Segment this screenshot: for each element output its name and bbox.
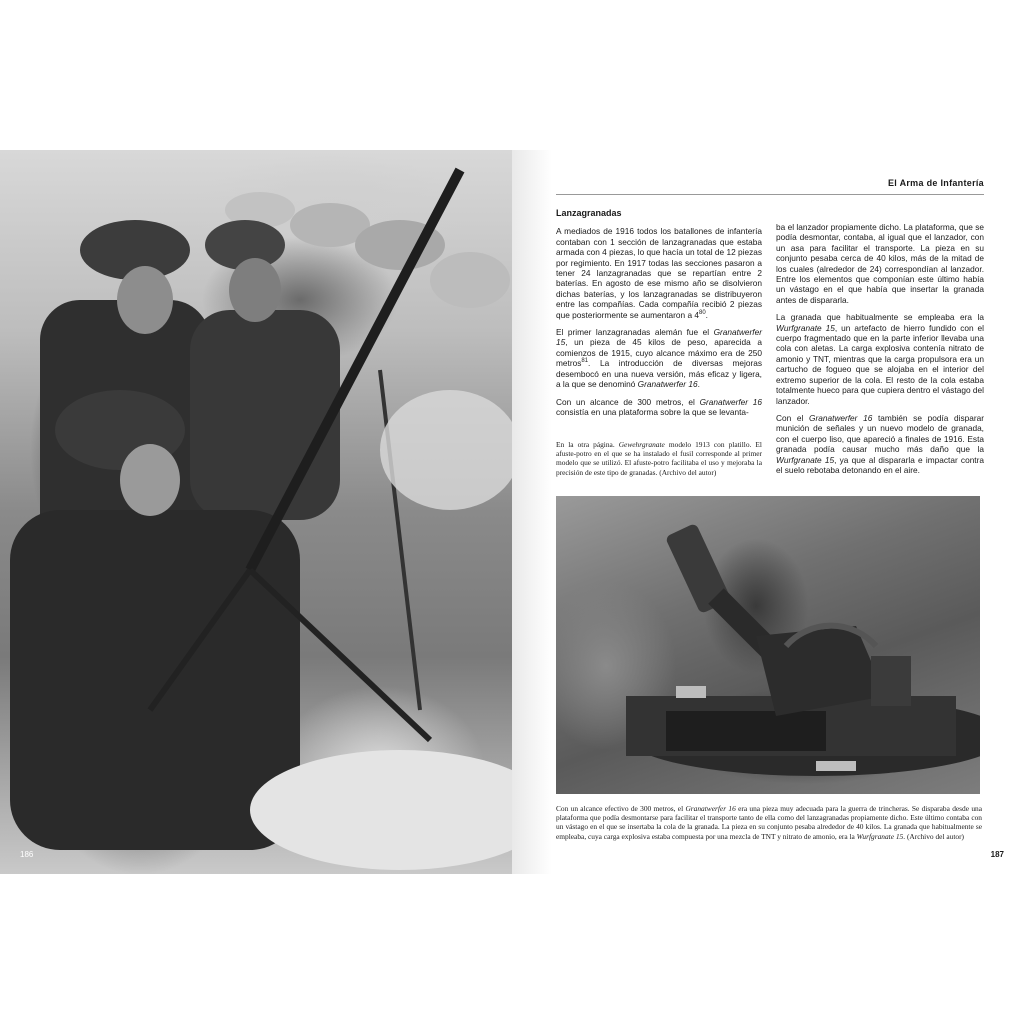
text-column-2 bbox=[776, 222, 984, 482]
caption-granatwerfer: Con un alcance efectivo de 300 metros, el Granatwerfer 16 era una pieza muy adecuada para la guerra de trincheras. Se disparaba desde una plataforma que podía desmontarse para facilitar el transporte tanto de ella como del lanzagranadas propiamente dicho. Este último contaba con un vástago en el que se insertaba la cola de la granada. La pieza en su conjunto pesaba alrededor de 40 kilos. La granada que habitualmente se empleaba, cuya carga explosiva estaba compuesta por una mezcla de TNT y nitrato de amonio, era la Wurfgranate 15. (Archivo del autor) bbox=[556, 804, 982, 841]
book-spread bbox=[0, 150, 1024, 874]
paragraph: El primer lanzagranadas alemán fue el Granatwerfer 15, un pieza de 45 kilos de peso, aparecida a comienzos de 1915, cuyo alcance máximo era de 250 metros$^{81}$. La introducción de diversas mejoras desembocó en una nueva versión, más eficaz y ligera, a la que se denominó Granatwerfer 16. bbox=[556, 327, 762, 390]
paragraph: Con un alcance de 300 metros, el Granatwerfer 16 consistía en una plataforma sobre la que se levanta- bbox=[556, 396, 763, 417]
right-page bbox=[512, 150, 1024, 874]
photo-granatwerfer-illustration bbox=[556, 496, 980, 794]
paragraph: La granada que habitualmente se empleaba era la Wurfgranate 15, un artefacto de hierro fundido con el cuerpo fragmentado que en la parte inferior llevaba una cola con aletas. La carga explosiva contenía nitrato de amonio y TNT, mientras que la carga propulsora era un cartucho de fogueo que se alojaba en el interior del extremo superior de la cola. El resto de la cola estaba totalmente hueco para que cupiera dentro el vástago del lanzador. bbox=[776, 312, 984, 406]
page-number-right: 187 bbox=[990, 850, 1004, 859]
paragraph: A mediados de 1916 todos los batallones de infantería contaban con 1 sección de lanzagranadas que estaba armada con 4 piezas, lo que hacía un total de 12 piezas por regimiento. En 1917 todas las secciones pasaron a tener 24 lanzagranadas que se repartían entre 2 baterías. En agosto de ese mismo año se disolvieron dichas baterías, y los lanzagranadas se distribuyeron entre las compañías. Cada compañía recibió 2 piezas que posteriormente se aumentaron a $4^{80}$. bbox=[556, 226, 762, 320]
caption-facing-page: En la otra página. Gewehrgranate modelo 1913 con platillo. El afuste-potro en el que se ha instalado el fusil corresponde al primer modelo que se utilizó. El afuste-potro facilitaba el uso y mejoraba la precisión de este tipo de granadas. (Archivo del autor) bbox=[556, 440, 762, 477]
paragraph: ba el lanzador propiamente dicho. La plataforma, que se podía desmontar, contaba, al igual que el lanzador, con un asa para facilitar el transporte. La pieza en su conjunto pesaba cerca de 40 kilos, más de la mitad de los cuales (alrededor de 24) correspondían al lanzador. Entre los elementos que componían este último había un vástago en el que había que insertar la granada antes de dispararla. bbox=[776, 222, 984, 305]
photo-soldiers-rifle-grenade bbox=[0, 150, 512, 874]
photo-soldiers-illustration bbox=[0, 150, 512, 874]
paragraph: Con el Granatwerfer 16 también se podía disparar munición de señales y un nuevo modelo de granada, con el cuerpo liso, que apareció a finales de 1916. Esta granada podía causar mucho más daño que la Wurfgranate 15, ya que al dispararla e impactar contra el suelo rebotaba detonando en el aire. bbox=[776, 412, 984, 475]
header-rule bbox=[556, 194, 984, 195]
photo-granatwerfer bbox=[556, 496, 980, 794]
section-heading: Lanzagranadas bbox=[556, 208, 622, 218]
running-head: El Arma de Infantería bbox=[888, 178, 984, 188]
page-number-left: 186 bbox=[20, 850, 34, 859]
text-column-1 bbox=[556, 208, 762, 424]
